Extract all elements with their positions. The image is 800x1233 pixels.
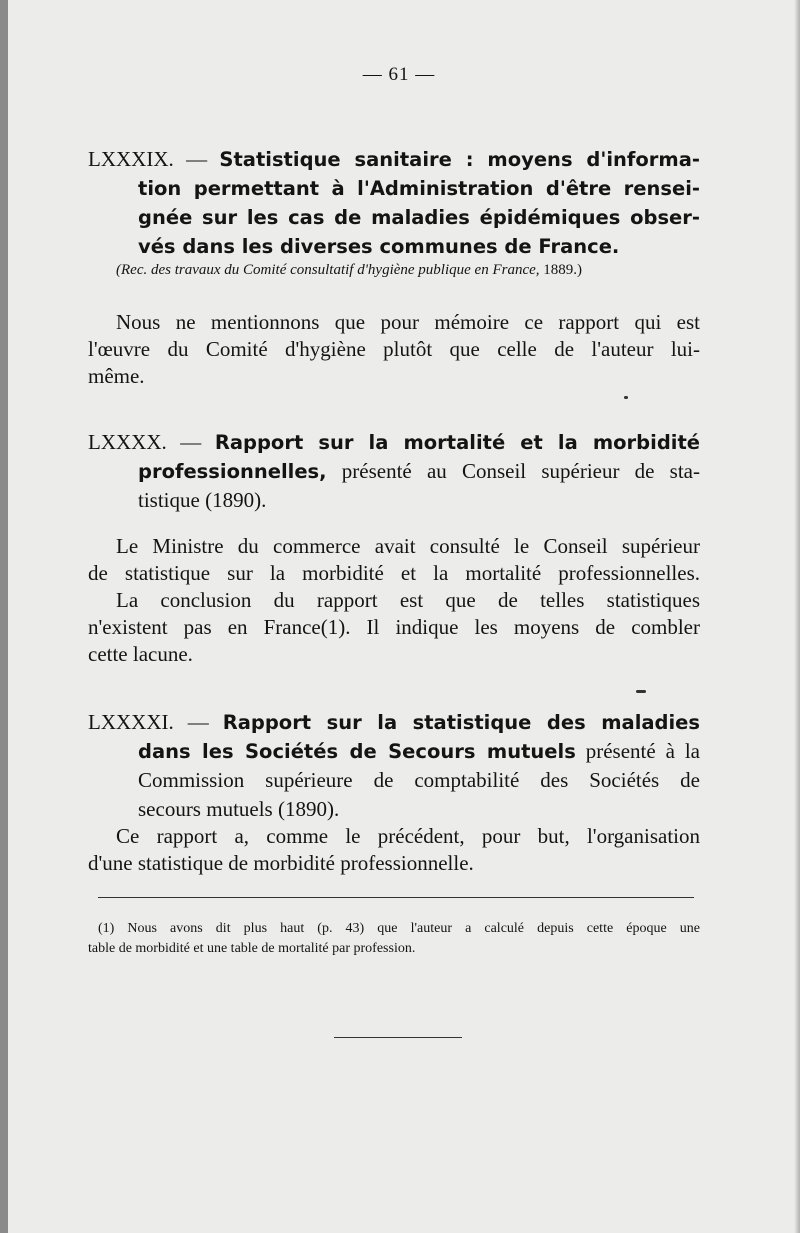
body-line: Ce rapport a, comme le précédent, pour but, l'organisation xyxy=(116,824,700,848)
body-line: même. xyxy=(88,364,145,388)
heading-line xyxy=(88,708,700,737)
heading-line xyxy=(88,737,700,766)
section-lxxxxi-body xyxy=(88,823,700,877)
heading-text: présenté au Conseil supérieur de sta- xyxy=(341,459,700,483)
heading-text: Rapport sur la statistique des maladies xyxy=(222,711,701,734)
section-lxxxix-heading xyxy=(88,145,700,261)
body-line: La conclusion du rapport est que de telles statistiques xyxy=(116,588,700,612)
scanned-page xyxy=(8,0,800,1233)
ink-speck xyxy=(624,396,628,399)
source-year: 1889.) xyxy=(543,262,583,278)
heading-text: tistique (1890). xyxy=(138,488,267,512)
section-lxxxx-body xyxy=(88,533,700,668)
footnote-line: table de morbidité et une table de mortalité par profession. xyxy=(88,941,416,956)
body-line: Nous ne mentionnons que pour mémoire ce rapport qui est xyxy=(116,310,700,334)
heading-text: Rapport sur la mortalité et la morbidité xyxy=(214,431,701,454)
ink-speck xyxy=(636,690,646,693)
source-text: (Rec. des travaux du Comité consultatif d'hygiène publique en France, xyxy=(116,262,540,278)
heading-text: Statistique sanitaire : moyens d'informa- xyxy=(219,148,700,171)
section-numeral: LXXXXI. — xyxy=(88,710,209,734)
body-line: cette lacune. xyxy=(88,642,193,666)
body-line: n'existent pas en France(1). Il indique les moyens de combler xyxy=(88,615,700,639)
footnote-divider xyxy=(98,897,694,898)
section-lxxxxi-heading xyxy=(88,708,700,824)
source-citation xyxy=(116,262,582,279)
heading-text: tion permettant à l'Administration d'être rensei- xyxy=(138,177,700,200)
body-line: de statistique sur la morbidité et la mortalité professionnelles. xyxy=(88,561,700,585)
heading-text: vés dans les diverses communes de France. xyxy=(138,235,620,258)
page-number: — 61 — xyxy=(362,64,436,85)
page-edge-shadow xyxy=(794,0,800,1233)
section-lxxxix-body xyxy=(88,309,700,390)
body-line: Le Ministre du commerce avait consulté le Conseil supérieur xyxy=(116,534,700,558)
heading-text: professionnelles, xyxy=(138,460,327,483)
heading-text: gnée sur les cas de maladies épidémiques obser- xyxy=(138,206,700,229)
heading-text: Commission supérieure de comptabilité des Sociétés de xyxy=(138,768,700,792)
heading-text: présenté à la xyxy=(585,739,700,763)
heading-text: dans les Sociétés de Secours mutuels xyxy=(138,740,576,763)
section-numeral: LXXXX. — xyxy=(88,430,202,454)
section-lxxxx-heading xyxy=(88,428,700,515)
heading-line xyxy=(88,457,700,486)
footnote xyxy=(88,919,700,959)
heading-line xyxy=(88,428,700,457)
body-line: l'œuvre du Comité d'hygiène plutôt que celle de l'auteur lui- xyxy=(88,337,700,361)
footnote-line: (1) Nous avons dit plus haut (p. 43) que l'auteur a calculé depuis cette époque une xyxy=(98,921,700,936)
heading-line xyxy=(88,145,700,174)
end-rule xyxy=(334,1037,462,1038)
heading-text: secours mutuels (1890). xyxy=(138,797,340,821)
section-numeral: LXXXIX. — xyxy=(88,147,208,171)
body-line: d'une statistique de morbidité professionnelle. xyxy=(88,851,474,875)
